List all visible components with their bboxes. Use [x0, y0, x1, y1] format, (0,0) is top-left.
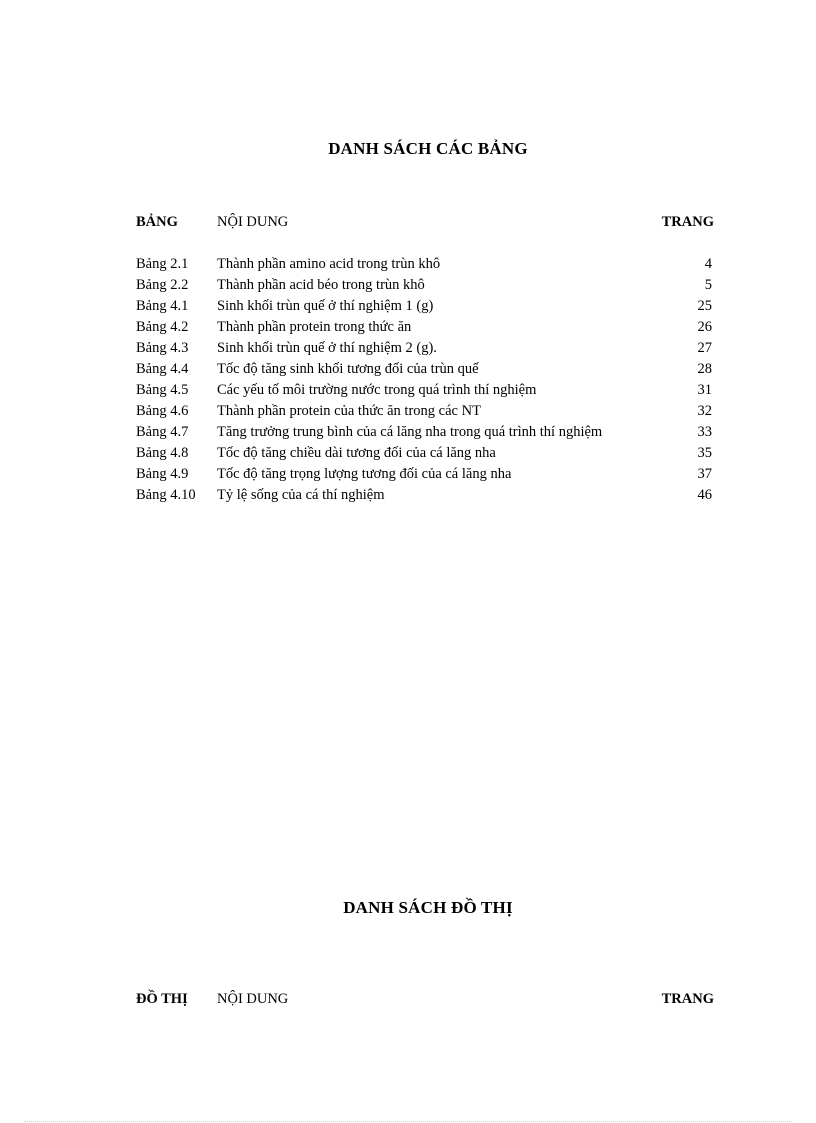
table-row [136, 445, 712, 466]
table-description: Tốc độ tăng sinh khối tương đối của trùn quế [217, 361, 479, 377]
table-description: Thành phần acid béo trong trùn khô [217, 277, 425, 293]
table-number: Bảng 4.4 [136, 361, 189, 377]
table-page-number: 33 [697, 424, 712, 440]
table-description: Tăng trưởng trung bình của cá lăng nha trong quá trình thí nghiệm [217, 424, 603, 440]
table-page-number: 5 [704, 277, 712, 293]
table-row [136, 361, 712, 382]
table-row [136, 319, 712, 340]
table-row [136, 424, 712, 445]
table-description: Thành phần amino acid trong trùn khô [217, 256, 441, 272]
table-row [136, 382, 712, 403]
charts-list-title: DANH SÁCH ĐỒ THỊ [343, 898, 513, 917]
table-description: Sinh khối trùn quế ở thí nghiệm 2 (g). [217, 340, 437, 356]
table-row [136, 340, 712, 361]
table-description: Các yếu tố môi trường nước trong quá trình thí nghiệm [217, 382, 537, 398]
table-row [136, 466, 712, 487]
table-number: Bảng 4.3 [136, 340, 189, 356]
table-number: Bảng 4.2 [136, 319, 189, 335]
table-description: Tỷ lệ sống của cá thí nghiệm [217, 487, 385, 503]
table-page-number: 37 [697, 466, 712, 482]
table-description: Thành phần protein của thức ăn trong các NT [217, 403, 481, 419]
table-page-number: 4 [704, 256, 712, 272]
header-table-label: BẢNG [136, 214, 178, 230]
table-page-number: 28 [697, 361, 712, 377]
table-description: Sinh khối trùn quế ở thí nghiệm 1 (g) [217, 298, 434, 314]
table-number: Bảng 4.7 [136, 424, 189, 440]
table-number: Bảng 4.6 [136, 403, 189, 419]
table-row [136, 487, 712, 508]
table-number: Bảng 4.9 [136, 466, 189, 482]
header-content-label: NỘI DUNG [217, 991, 289, 1007]
table-page-number: 26 [697, 319, 712, 335]
tables-list-header [136, 214, 714, 234]
table-number: Bảng 2.1 [136, 256, 189, 272]
table-number: Bảng 4.1 [136, 298, 189, 314]
table-page-number: 27 [697, 340, 712, 356]
header-content-label: NỘI DUNG [217, 214, 289, 230]
charts-list-header [136, 991, 714, 1011]
page-bottom-divider [24, 1121, 792, 1122]
table-number: Bảng 2.2 [136, 277, 189, 293]
table-row [136, 298, 712, 319]
header-page-label: TRANG [661, 991, 714, 1007]
tables-list-title: DANH SÁCH CÁC BẢNG [328, 139, 528, 158]
table-description: Tốc độ tăng chiều dài tương đối của cá lăng nha [217, 445, 496, 461]
table-page-number: 35 [697, 445, 712, 461]
table-row [136, 256, 712, 277]
tables-list [136, 256, 712, 508]
table-description: Tốc độ tăng trọng lượng tương đối của cá lăng nha [217, 466, 512, 482]
header-page-label: TRANG [661, 214, 714, 230]
table-row [136, 277, 712, 298]
table-page-number: 31 [697, 382, 712, 398]
table-page-number: 25 [697, 298, 712, 314]
table-row [136, 403, 712, 424]
table-number: Bảng 4.10 [136, 487, 196, 503]
table-number: Bảng 4.5 [136, 382, 189, 398]
table-description: Thành phần protein trong thức ăn [217, 319, 412, 335]
table-page-number: 32 [697, 403, 712, 419]
table-number: Bảng 4.8 [136, 445, 189, 461]
table-page-number: 46 [697, 487, 712, 503]
header-chart-label: ĐỒ THỊ [136, 991, 188, 1007]
